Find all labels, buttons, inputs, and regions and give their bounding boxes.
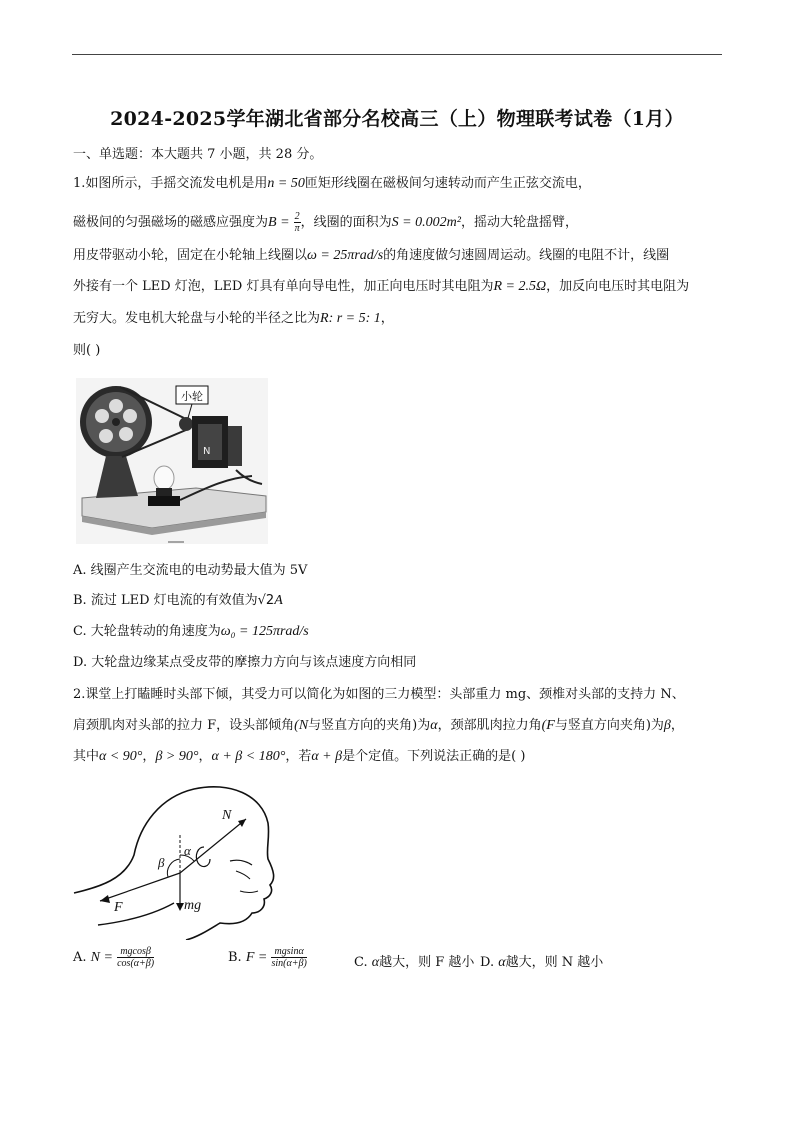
q2-math-alpha: α xyxy=(371,955,380,970)
q1-text: 匝矩形线圈在磁极间匀速转动而产生正弦交流电， xyxy=(304,176,591,191)
force-label-n: N xyxy=(222,808,232,823)
q1-line-1 xyxy=(73,176,591,192)
q2-math-alpha: α xyxy=(498,955,506,970)
fraction-numerator: mgcosβ xyxy=(117,946,154,958)
header-rule xyxy=(72,54,722,55)
q1-option-c-text: C. 大轮盘转动的角速度为 xyxy=(73,624,221,639)
option-letter: B. xyxy=(228,950,242,965)
q2-option-a xyxy=(73,946,154,969)
q1-text: ，摇动大轮盘摇臂， xyxy=(460,215,578,230)
q1-math-ratio: R: r = 5: 1 xyxy=(320,311,381,326)
q2-text: ，若 xyxy=(285,749,312,764)
q2-line-3 xyxy=(73,749,525,765)
q1-text: ，加反向电压时其电阻为 xyxy=(546,279,690,294)
q1-line-3 xyxy=(73,248,669,264)
q1-text: 磁极间的匀强磁场的磁感应强度为 xyxy=(73,215,269,230)
option-letter: A. xyxy=(73,950,87,965)
fraction-numerator: mgsinα xyxy=(271,946,306,958)
q2-math-beta: β xyxy=(663,718,671,733)
q2-math: (F xyxy=(541,718,555,733)
q2-text: 与竖直方向夹角)为 xyxy=(554,718,664,733)
q2-text: ， xyxy=(670,718,684,733)
q2-math: (N xyxy=(294,718,309,733)
q2-math: α + β < 180° xyxy=(211,749,286,764)
q2-text: ，颈部肌肉拉力角 xyxy=(437,718,542,733)
q1-text: ， xyxy=(380,311,394,326)
head-force-diagram xyxy=(70,775,282,940)
q1-line-2 xyxy=(73,211,578,234)
q1-option-d: D. 大轮盘边缘某点受皮带的摩擦力方向与该点速度方向相同 xyxy=(73,655,417,670)
q2-text: 与竖直方向的夹角)为 xyxy=(308,718,431,733)
q2-option-a-fraction xyxy=(117,946,154,969)
sqrt-two: √2 xyxy=(257,593,275,608)
q2-text: 其中 xyxy=(73,749,100,764)
small-wheel-label: 小轮 xyxy=(181,390,203,403)
q1-math-n: n = 50 xyxy=(267,176,305,191)
angle-label-beta: β xyxy=(158,855,165,870)
q2-option-b-lhs: F = xyxy=(245,950,268,965)
q1-line-4 xyxy=(73,279,689,295)
q1-option-b-text: B. 流过 LED 灯电流的有效值为 xyxy=(73,593,258,608)
option-letter: C. xyxy=(354,955,368,970)
q1-text: 外接有一个 LED 灯泡，LED 灯具有单向导电性，加正向电压时其电阻为 xyxy=(73,279,494,294)
q1-math-B: B = xyxy=(268,215,290,230)
option-letter: D. xyxy=(480,955,495,970)
q1-text: ，线圈的面积为 xyxy=(300,215,392,230)
q2-text: 肩颈肌肉对头部的拉力 F，设头部倾角 xyxy=(73,718,295,733)
section-heading: 一、单选题：本大题共 7 小题，共 28 分。 xyxy=(73,147,323,162)
q2-option-c-text: 越大，则 F 越小 xyxy=(379,955,475,970)
q2-option-b-fraction xyxy=(271,946,306,969)
q1-option-b xyxy=(73,593,283,609)
svg-text:N: N xyxy=(203,446,211,457)
q2-math: β > 90° xyxy=(155,749,199,764)
q2-text: ， xyxy=(198,749,212,764)
q2-option-d xyxy=(480,951,603,971)
q1-math-omega0: ω₀ = 125πrad/s xyxy=(220,624,309,639)
q1-text: 用皮带驱动小轮，固定在小轮轴上线圈以 xyxy=(73,248,308,263)
fraction-denominator: sin(α+β) xyxy=(271,958,307,969)
q2-line-2 xyxy=(73,718,684,734)
page-title: 2024-2025学年湖北省部分名校高三（上）物理联考试卷（1月） xyxy=(110,108,684,130)
fraction-numerator: 2 xyxy=(294,211,300,222)
q2-line-1: 2.课堂上打瞌睡时头部下倾，其受力可以简化为如图的三力模型：头部重力 mg、颈椎对头部的支持力 N、 xyxy=(73,687,685,702)
unit-ampere: A xyxy=(274,593,283,608)
q1-text: 1.如图所示，手摇交流发电机是用 xyxy=(73,176,268,191)
q1-math-R: R = 2.5Ω xyxy=(493,279,547,294)
q1-option-a: A. 线圈产生交流电的电动势最大值为 5V xyxy=(73,563,308,578)
q1-line-5 xyxy=(73,311,394,327)
q2-math: α < 90° xyxy=(99,749,143,764)
generator-photo xyxy=(76,378,268,544)
q1-math-omega: ω = 25πrad/s xyxy=(307,248,384,263)
angle-label-alpha: α xyxy=(184,843,191,858)
q2-option-b xyxy=(228,946,307,969)
q2-math-alpha: α xyxy=(430,718,438,733)
fraction-denominator: π xyxy=(294,223,300,234)
q1-text: 的角速度做匀速圆周运动。线圈的电阻不计，线圈 xyxy=(383,248,670,263)
q1-line-6: 则( ) xyxy=(73,343,101,358)
fraction-denominator: cos(α+β) xyxy=(117,958,155,969)
q2-option-a-lhs: N = xyxy=(90,950,113,965)
q1-math-S: S = 0.002m² xyxy=(391,215,461,230)
q2-text: 是个定值。下列说法正确的是( ) xyxy=(342,749,526,764)
q1-option-c xyxy=(73,624,309,640)
q2-option-d-text: 越大，则 N 越小 xyxy=(505,955,604,970)
q2-text: ， xyxy=(142,749,156,764)
q1-text: 无穷大。发电机大轮盘与小轮的半径之比为 xyxy=(73,311,321,326)
force-label-mg: mg xyxy=(184,898,202,913)
q2-option-c xyxy=(354,951,474,971)
force-label-f: F xyxy=(114,900,123,915)
q1-fraction-2-over-pi xyxy=(294,211,301,234)
q2-math: α + β xyxy=(311,749,343,764)
